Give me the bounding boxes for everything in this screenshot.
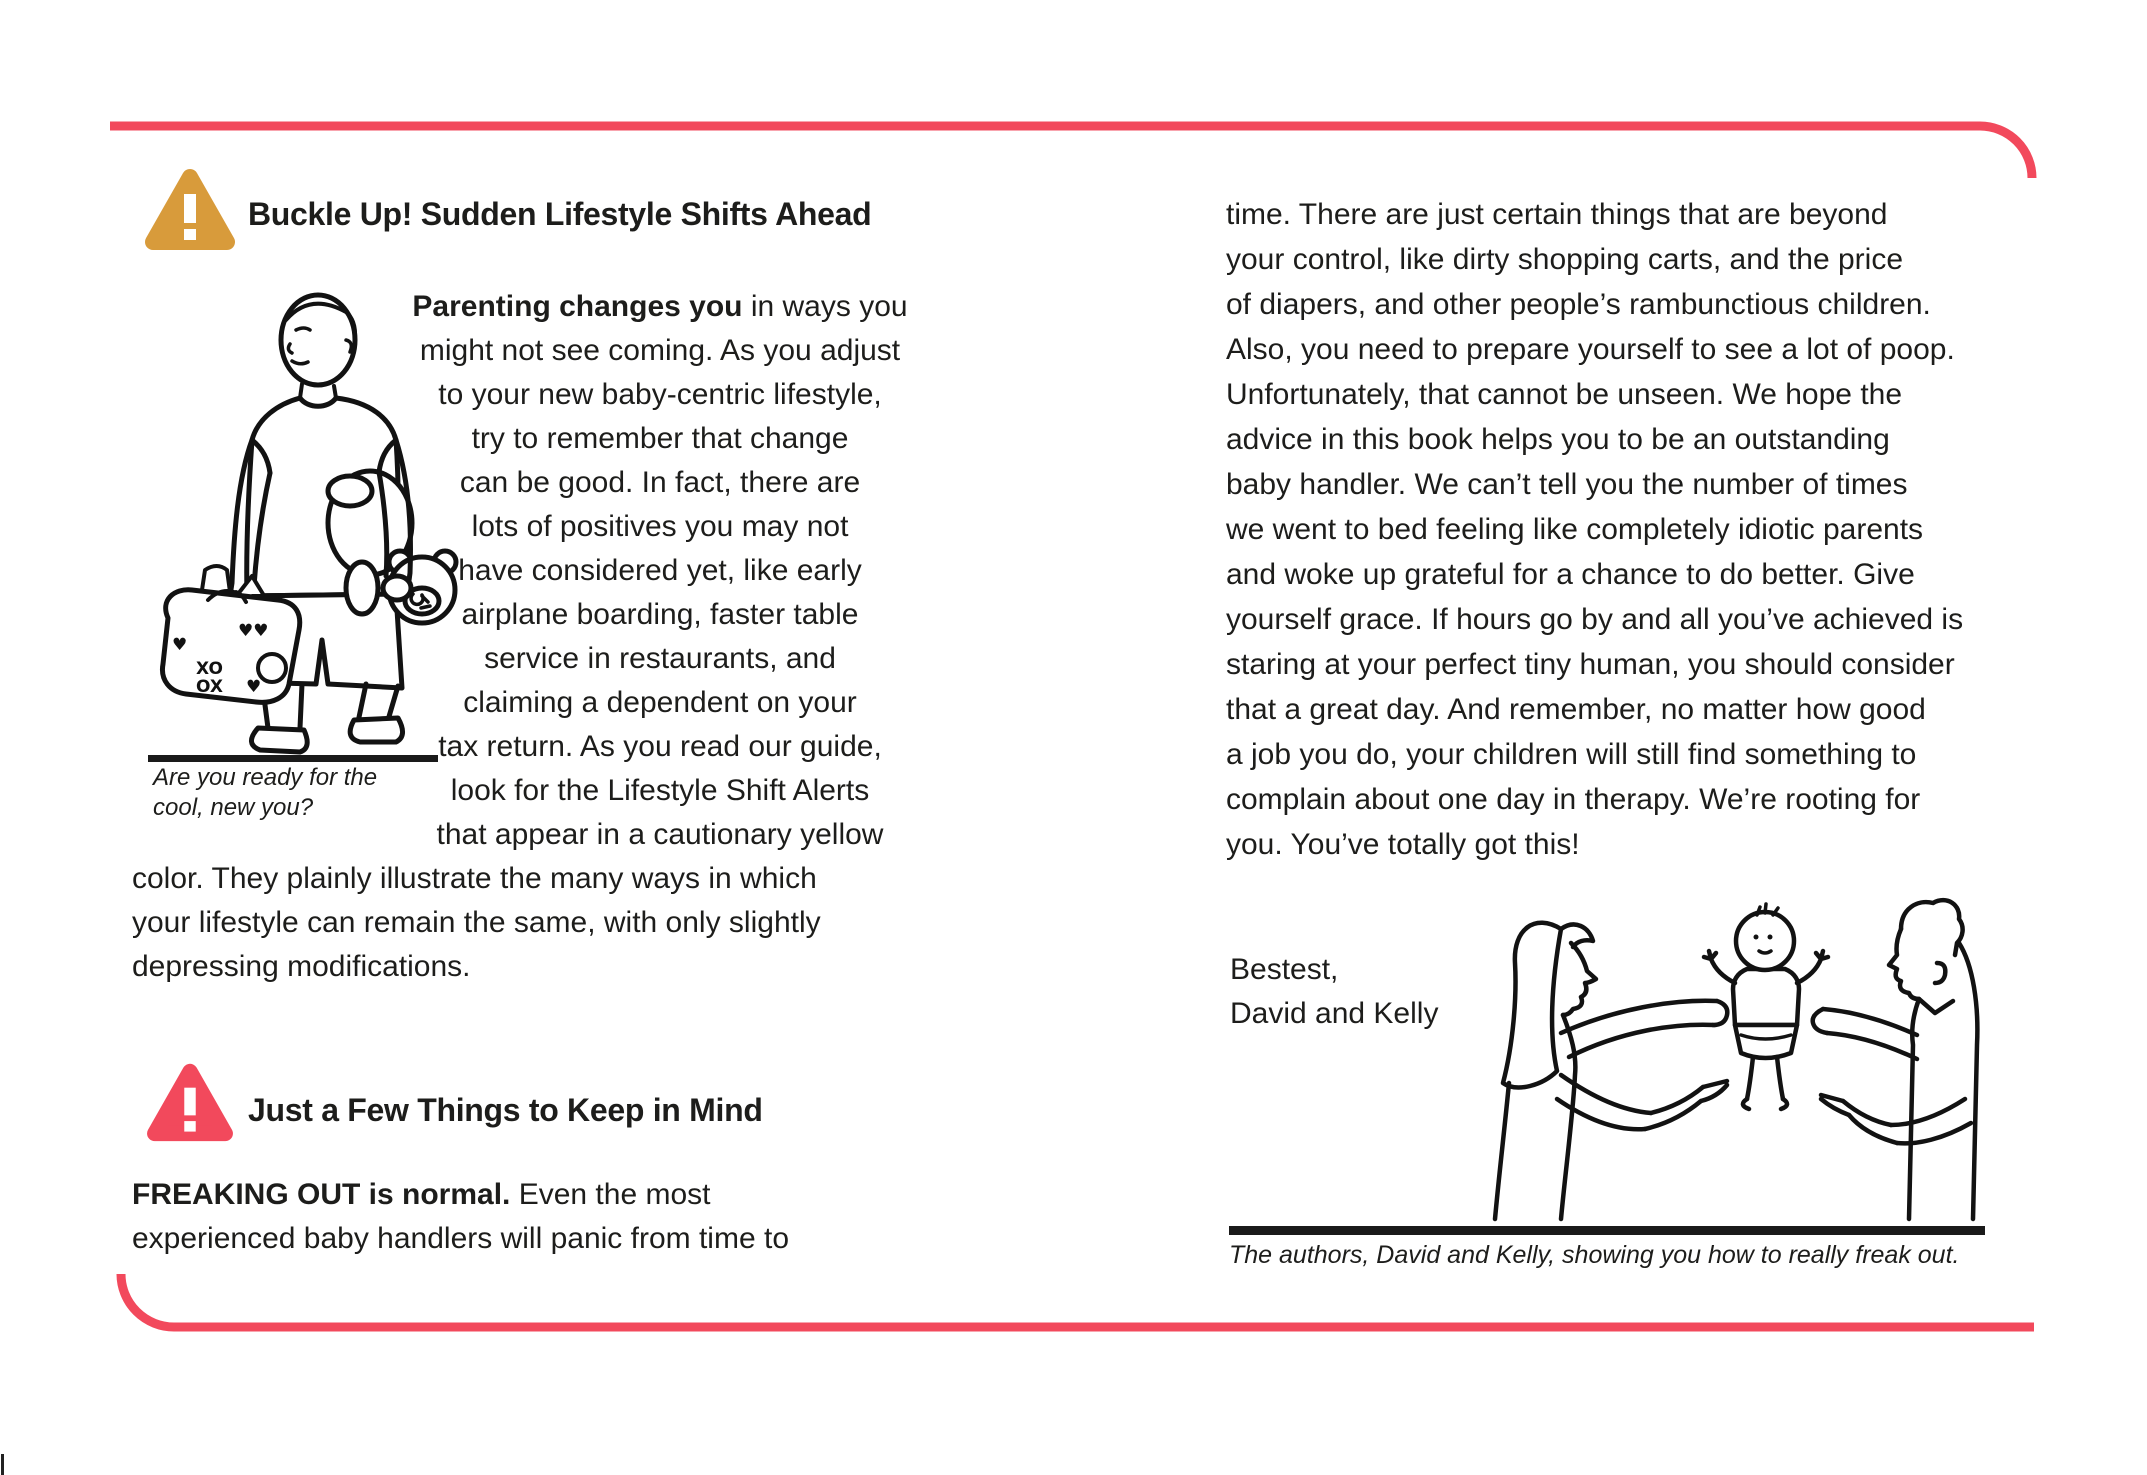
text-line: advice in this book helps you to be an outstanding xyxy=(1226,423,1890,456)
figure2-rule xyxy=(1229,1226,1985,1235)
text-line: lots of positives you may not xyxy=(471,510,849,543)
text-line: staring at your perfect tiny human, you should consider xyxy=(1226,648,1955,681)
right-column-paragraph xyxy=(1226,192,1963,867)
svg-text:♥: ♥ xyxy=(172,635,188,655)
text-line: have considered yet, like early xyxy=(458,554,862,587)
paragraph-lines xyxy=(1226,192,1963,867)
figure-parents-holding-baby xyxy=(1465,885,2005,1222)
text-line: to your new baby-centric lifestyle, xyxy=(438,378,882,411)
text-line: tax return. As you read our guide, xyxy=(438,730,882,763)
top-red-rule xyxy=(110,126,2032,178)
scan-artifact-mark xyxy=(1,1454,4,1475)
freaking-out-paragraph xyxy=(132,1173,789,1261)
text-line: Also, you need to prepare yourself to see a lot of poop. xyxy=(1226,333,1955,366)
lead-bold-text: Parenting changes you xyxy=(412,290,743,323)
text-line: that a great day. And remember, no matter how good xyxy=(1226,693,1926,726)
text-line: cool, new you? xyxy=(153,794,314,821)
paragraph-line xyxy=(365,285,955,329)
section-heading-lifestyle-shifts: Buckle Up! Sudden Lifestyle Shifts Ahead xyxy=(248,196,872,232)
paragraph-line xyxy=(132,1173,789,1217)
paragraph-continuation xyxy=(132,857,821,989)
wrap-paragraph-lines xyxy=(365,329,955,857)
text-line: time. There are just certain things that are beyond xyxy=(1226,198,1888,231)
text-line: might not see coming. As you adjust xyxy=(419,334,901,367)
text-line: a job you do, your children will still find something to xyxy=(1226,738,1917,771)
bottom-red-rule xyxy=(121,1274,2034,1327)
paragraph-lines xyxy=(132,1217,789,1261)
svg-text:♥♥: ♥♥ xyxy=(238,621,269,641)
svg-text:OX: OX xyxy=(196,677,223,697)
text-line: you. You’ve totally got this! xyxy=(1226,828,1580,861)
text-line: of diapers, and other people’s rambunctious children. xyxy=(1226,288,1931,321)
lead-bold-text: FREAKING OUT is normal. xyxy=(132,1178,511,1211)
text-line: look for the Lifestyle Shift Alerts xyxy=(450,774,870,807)
text-line: depressing modifications. xyxy=(132,950,471,983)
svg-text:XO: XO xyxy=(196,659,223,679)
text-line: baby handler. We can’t tell you the number of times xyxy=(1226,468,1908,501)
text-line: yourself grace. If hours go by and all you’ve achieved is xyxy=(1226,603,1964,636)
figure1-caption-lines xyxy=(153,763,377,823)
text-line: can be good. In fact, there are xyxy=(459,466,861,499)
text-line: Are you ready for the xyxy=(153,764,378,791)
lead-rest-text: Even the most xyxy=(510,1178,711,1211)
text-line: experienced baby handlers will panic from time to xyxy=(132,1222,789,1255)
text-line: your lifestyle can remain the same, with only slightly xyxy=(132,906,821,939)
text-line: and woke up grateful for a chance to do better. Give xyxy=(1226,558,1915,591)
text-line: Unfortunately, that cannot be unseen. We hope the xyxy=(1226,378,1903,411)
lead-rest-text: in ways you xyxy=(742,290,908,323)
text-line: color. They plainly illustrate the many ways in which xyxy=(132,862,817,895)
text-line: airplane boarding, faster table xyxy=(461,598,859,631)
text-line: try to remember that change xyxy=(471,422,849,455)
text-line: complain about one day in therapy. We’re rooting for xyxy=(1226,783,1921,816)
text-line: we went to bed feeling like completely idiotic parents xyxy=(1226,513,1924,546)
section-heading-things-to-keep-in-mind: Just a Few Things to Keep in Mind xyxy=(248,1092,763,1128)
text-line: David and Kelly xyxy=(1230,997,1439,1030)
text-line: service in restaurants, and xyxy=(484,642,836,675)
svg-text:♥: ♥ xyxy=(246,677,262,697)
warning-triangle-icon xyxy=(142,1060,238,1144)
text-line: Bestest, xyxy=(1230,953,1339,986)
figure1-caption xyxy=(153,763,377,823)
wrap-paragraph xyxy=(365,285,955,857)
warning-triangle-icon xyxy=(142,165,238,253)
text-line: your control, like dirty shopping carts, and the price xyxy=(1226,243,1904,276)
figure2-caption: The authors, David and Kelly, showing you how to really freak out. xyxy=(1229,1241,1960,1269)
signoff xyxy=(1230,948,1438,1036)
text-line: that appear in a cautionary yellow xyxy=(436,818,884,851)
text-line: claiming a dependent on your xyxy=(463,686,857,719)
